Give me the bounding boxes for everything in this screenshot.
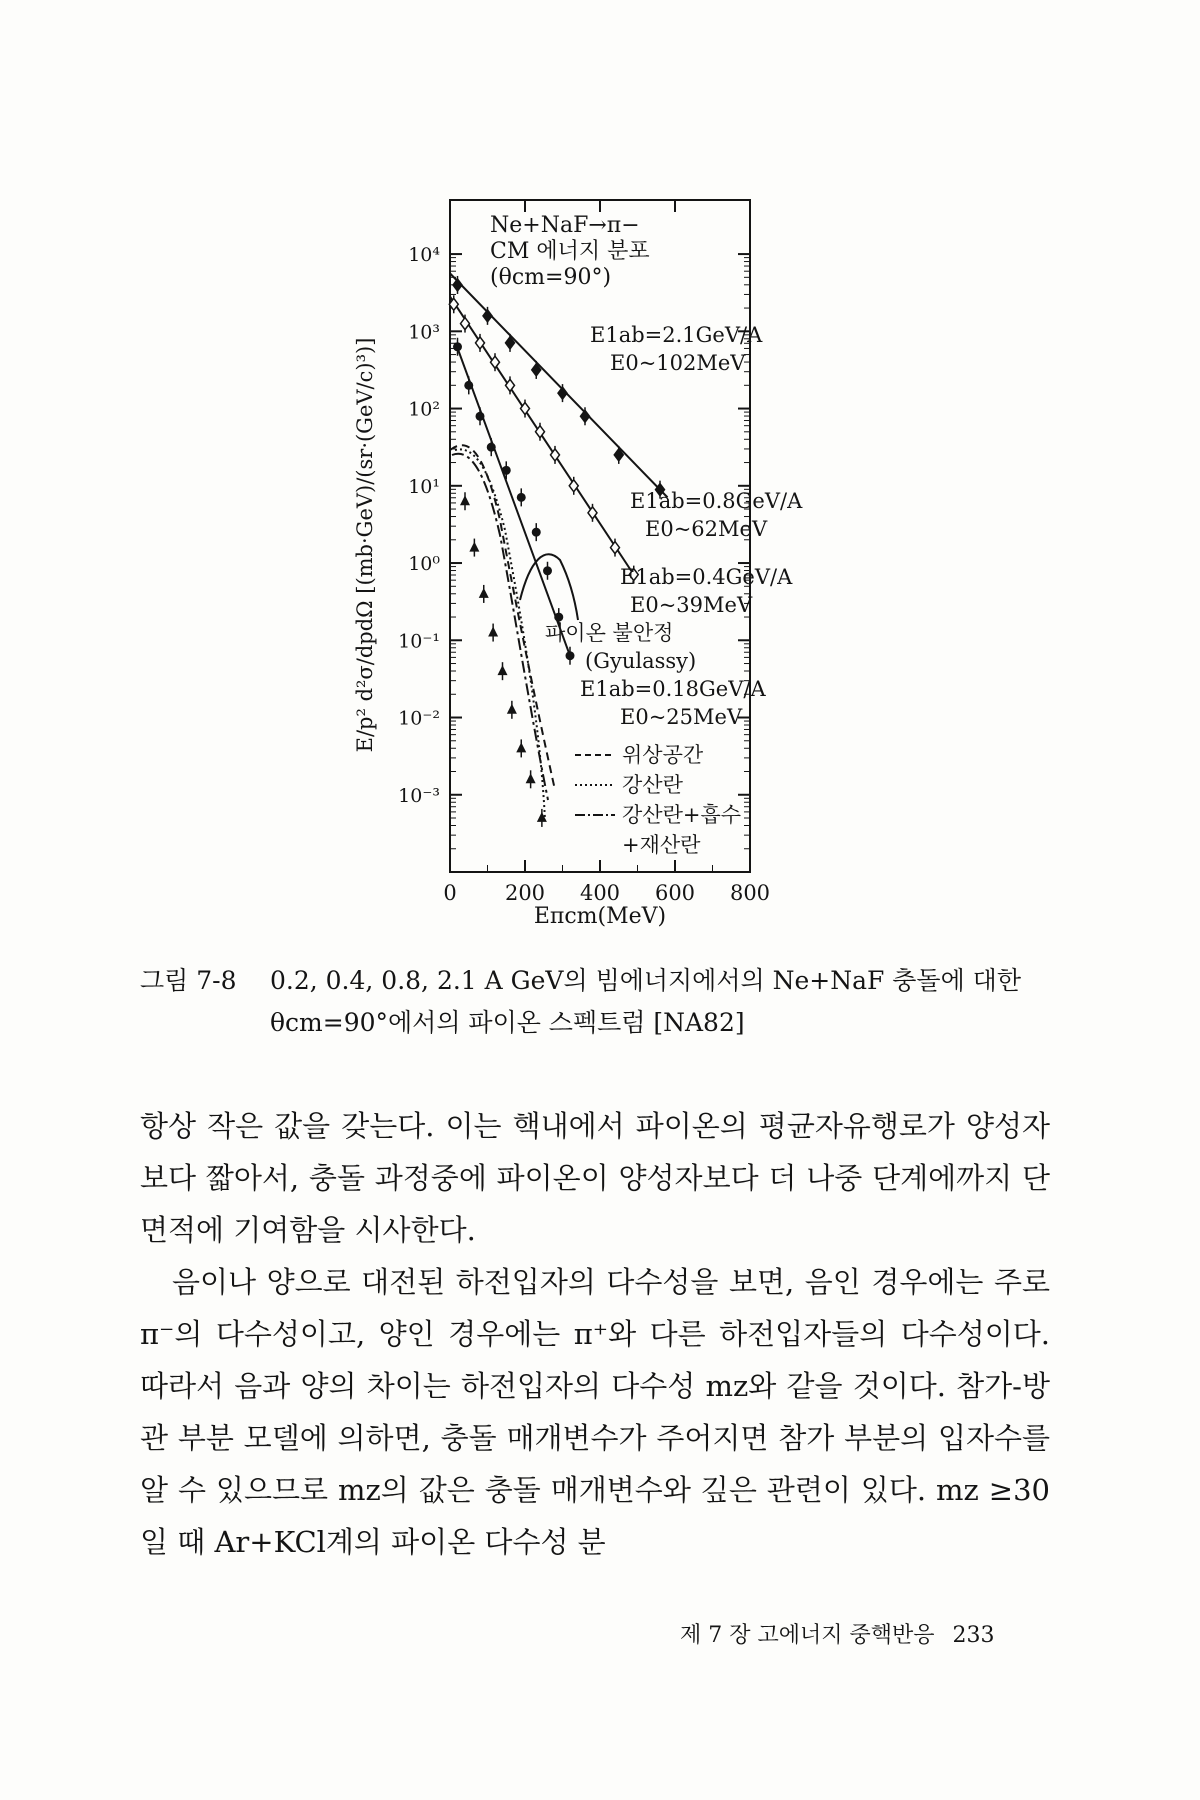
data-point-series-3 (566, 651, 575, 660)
series4-label-energy: E1ab=0.18GeV/A (580, 677, 766, 701)
x-tick-label: 600 (654, 881, 696, 905)
y-axis-label: E/p² d²σ/dpdΩ [(mb·GeV)/(sr·(GeV/c)³)] (353, 337, 377, 753)
y-tick-label: 10² (408, 398, 440, 421)
caption-text-line2: θcm=90°에서의 파이온 스펙트럼 [NA82] (270, 1008, 745, 1037)
x-tick-label: 800 (729, 881, 771, 905)
data-point-series-1 (581, 410, 590, 422)
data-point-series-4 (498, 665, 508, 675)
caption-line1 (140, 960, 1021, 1002)
chart-title-line1: Ne+NaF→π− (490, 213, 640, 238)
y-tick-label: 10⁴ (408, 244, 440, 267)
page-number: 233 (952, 1623, 995, 1648)
caption-text-line1: 0.2, 0.4, 0.8, 2.1 A GeV의 빔에너지에서의 Ne+NaF 충돌에 대한 (270, 966, 1021, 995)
data-point-series-4 (460, 495, 470, 505)
x-tick-label: 0 (443, 881, 457, 905)
legend-label-rescattering: +재산란 (622, 833, 701, 857)
x-tick-label: 200 (504, 881, 546, 905)
legend (575, 743, 741, 857)
paragraph-1: 항상 작은 값을 갖는다. 이는 핵내에서 파이온의 평균자유행로가 양성자보다 짧아서, 충돌 과정중에 파이온이 양성자보다 더 나중 단계에까지 단면적에 기여함을 시사한다. (140, 1109, 1050, 1247)
y-tick-label: 10⁻² (398, 707, 440, 730)
y-tick-label: 10⁻¹ (398, 630, 440, 653)
x-tick-label: 400 (579, 881, 621, 905)
series3-label-energy: E1ab=0.4GeV/A (620, 565, 793, 589)
caption-number: 그림 7-8 (140, 966, 237, 995)
chart-title-line3: (θcm=90°) (490, 265, 612, 290)
data-point-series-4 (479, 588, 489, 598)
series4-label-e0: E0~25MeV (620, 705, 743, 729)
annotation-pion-instability: 파이온 불안정 (545, 621, 674, 645)
series1-label-energy: E1ab=2.1GeV/A (590, 323, 763, 347)
data-point-series-3 (543, 566, 552, 575)
data-point-series-1 (453, 279, 462, 291)
x-axis-label: Eπcm(MeV) (533, 904, 667, 929)
series2-label-energy: E1ab=0.8GeV/A (630, 489, 803, 513)
x-tick-labels (443, 881, 770, 905)
y-tick-label: 10¹ (408, 475, 440, 498)
data-point-series-3 (453, 342, 462, 351)
curve-pion-instability (520, 554, 578, 620)
data-point-series-4 (507, 704, 517, 714)
paragraph-2: 음이나 양으로 대전된 하전입자의 다수성을 보면, 음인 경우에는 주로 π⁻의 다수성이고, 양인 경우에는 π⁺와 다른 하전입자들의 다수성이다. 따라서 음과 양의 차이는 하전입자의 다수성 mz와 같을 것이다. 참가-방관 부분 모델에 의하면, 충돌 매개변수가 주어지면 참가 부분의 입자수를 알 수 있으므로 mz의 값은 충돌 매개변수와 깊은 관련이 있다. mz ≥30 일 때 Ar+KCl계의 파이온 다수성 분 (140, 1265, 1050, 1559)
legend-label-strong-absorption: 강산란+흡수 (622, 803, 742, 827)
data-point-series-4 (526, 773, 536, 783)
annotation-gyulassy: (Gyulassy) (585, 649, 697, 673)
data-point-series-4 (488, 627, 498, 637)
legend-label-strong-scattering: 강산란 (622, 773, 683, 797)
y-tick-label: 10⁻³ (398, 784, 440, 807)
chart-title-line2: CM 에너지 분포 (490, 239, 650, 264)
y-tick-label: 10³ (408, 321, 440, 344)
data-point-series-2 (491, 356, 500, 368)
data-point-series-3 (476, 412, 485, 421)
data-point-series-3 (487, 443, 496, 452)
series3-label-e0: E0~39MeV (630, 593, 753, 617)
body-text (140, 1100, 1050, 1568)
y-tick-label: 10⁰ (408, 553, 440, 576)
data-point-series-4 (516, 742, 526, 752)
series2-label-e0: E0~62MeV (645, 517, 768, 541)
page-footer (680, 1618, 995, 1649)
chapter-title: 제 7 장 고에너지 중핵반응 (680, 1623, 935, 1648)
data-point-series-1 (558, 387, 567, 399)
data-point-series-4 (469, 542, 479, 552)
curve-strong-absorption (452, 454, 548, 800)
data-point-series-2 (461, 318, 470, 330)
y-tick-labels (398, 244, 440, 807)
figure-caption (0, 960, 1200, 1060)
data-point-series-3 (464, 381, 473, 390)
data-point-series-3 (502, 466, 511, 475)
data-point-series-3 (517, 493, 526, 502)
data-point-series-1 (483, 310, 492, 322)
legend-label-phase-space: 위상공간 (622, 743, 704, 767)
series1-label-e0: E0~102MeV (610, 351, 746, 375)
data-point-series-3 (532, 528, 541, 537)
